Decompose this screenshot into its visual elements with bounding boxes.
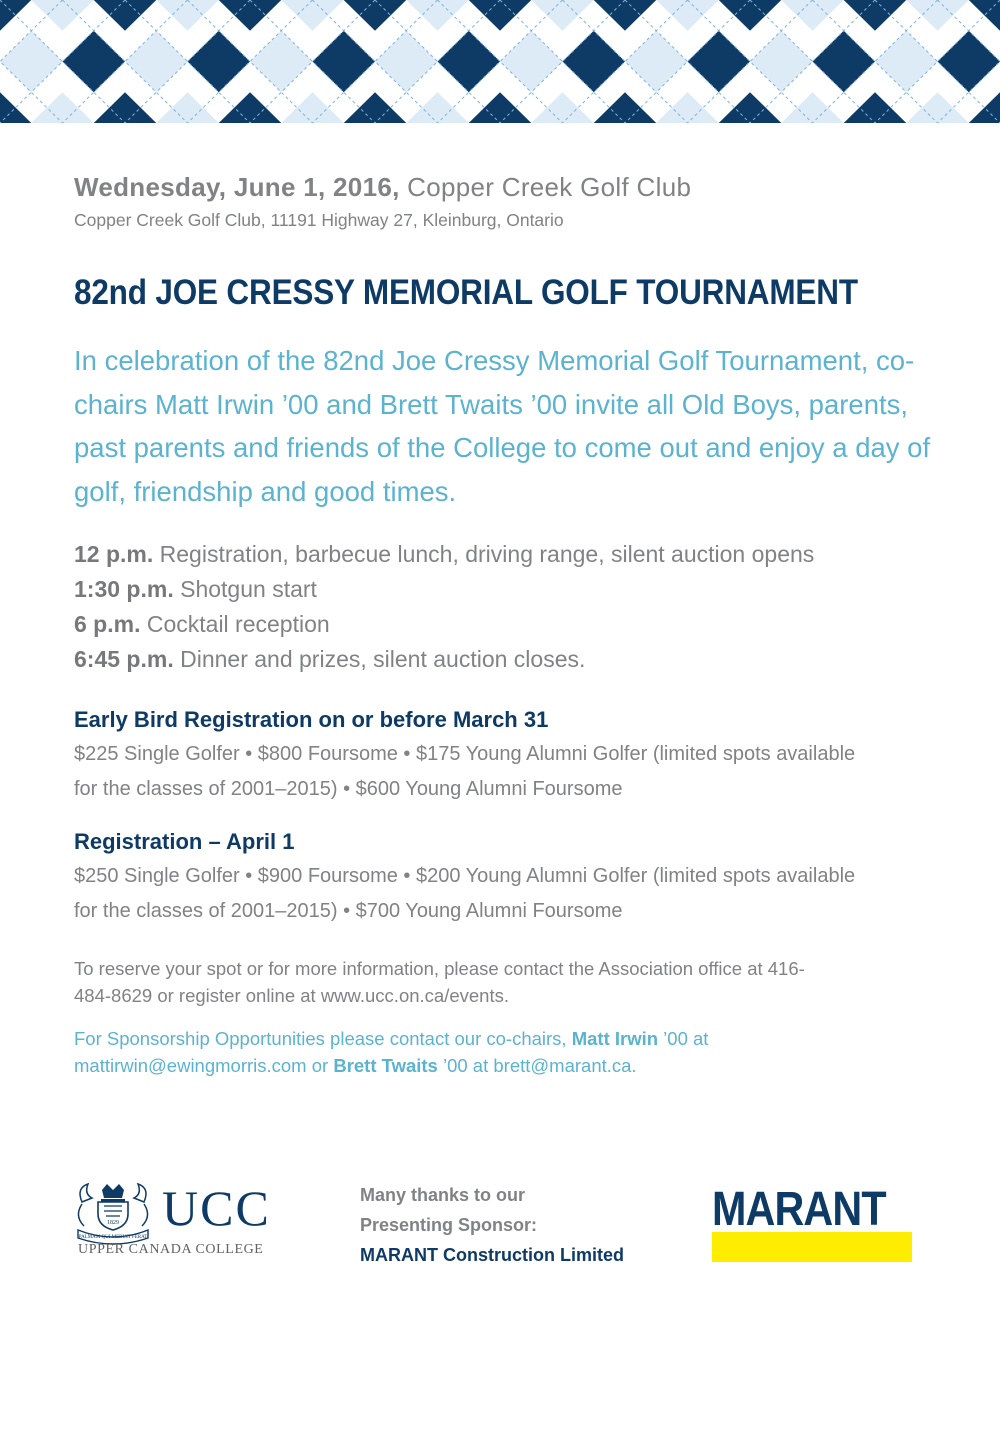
event-address: Copper Creek Golf Club, 11191 Highway 27, Kleinburg, Ontario xyxy=(74,210,564,230)
argyle-diamond xyxy=(156,0,219,31)
argyle-diamond xyxy=(500,31,563,93)
argyle-diamond xyxy=(563,31,626,93)
argyle-diamond xyxy=(125,31,188,93)
schedule-list xyxy=(74,537,954,677)
argyle-pattern xyxy=(0,0,1000,123)
intro-paragraph: In celebration of the 82nd Joe Cressy Memorial Golf Tournament, co-chairs Matt Irwin ’00 and Brett Twaits ’00 invite all Old Boys, parents, past parents and friends of the College to come out and enjoy a day of golf, friendship and good times. xyxy=(74,345,931,507)
argyle-diamond xyxy=(406,92,469,123)
argyle-diamond xyxy=(438,31,501,93)
invitation-body xyxy=(74,170,954,1079)
svg-text:PALMAM QUI MERUIT FERAT: PALMAM QUI MERUIT FERAT xyxy=(78,1235,148,1240)
argyle-diamond xyxy=(781,92,844,123)
argyle-diamond xyxy=(281,92,344,123)
event-date: Wednesday, June 1, 2016, xyxy=(74,172,400,202)
argyle-diamond xyxy=(813,31,876,93)
argyle-diamond xyxy=(531,0,594,31)
marant-logo xyxy=(712,1184,912,1264)
marant-logo-bar xyxy=(712,1232,912,1262)
footer xyxy=(0,1170,1000,1280)
argyle-diamond xyxy=(31,0,94,31)
argyle-diamond xyxy=(875,31,938,93)
co-chair-name: Matt Irwin xyxy=(571,1028,659,1049)
marant-logo-text: MARANT xyxy=(712,1183,886,1236)
top-argyle-border xyxy=(0,0,1000,123)
argyle-diamond xyxy=(375,31,438,93)
early-bird-heading: Early Bird Registration on or before March 31 xyxy=(74,707,549,732)
argyle-diamond xyxy=(281,0,344,31)
argyle-diamond xyxy=(656,0,719,31)
ucc-full-name: UPPER CANADA COLLEGE xyxy=(78,1242,264,1257)
argyle-diamond xyxy=(906,92,969,123)
argyle-diamond xyxy=(250,31,313,93)
argyle-diamond xyxy=(688,31,751,93)
argyle-diamond xyxy=(656,92,719,123)
schedule-item: 6 p.m. Cocktail reception xyxy=(74,611,330,637)
argyle-diamond xyxy=(469,0,532,31)
argyle-diamond xyxy=(844,0,907,31)
argyle-diamond xyxy=(0,31,63,93)
argyle-diamond xyxy=(531,92,594,123)
argyle-diamond xyxy=(906,0,969,31)
ucc-logo xyxy=(74,1176,294,1266)
argyle-diamond xyxy=(219,92,282,123)
argyle-diamond xyxy=(719,92,782,123)
argyle-diamond xyxy=(844,92,907,123)
argyle-diamond xyxy=(344,92,407,123)
ucc-wordmark: UCC xyxy=(162,1180,271,1236)
argyle-diamond xyxy=(188,31,251,93)
argyle-diamond xyxy=(719,0,782,31)
tournament-title: 82nd JOE CRESSY MEMORIAL GOLF TOURNAMENT xyxy=(74,273,858,312)
argyle-diamond xyxy=(938,31,1000,93)
argyle-diamond xyxy=(469,92,532,123)
early-bird-prices: $225 Single Golfer • $800 Foursome • $175 Young Alumni Golfer (limited spots available for the classes of 2001–2015) • $600 Young Alumni Foursome xyxy=(74,743,856,800)
argyle-diamond xyxy=(594,0,657,31)
schedule-item: 6:45 p.m. Dinner and prizes, silent auction closes. xyxy=(74,646,586,672)
argyle-diamond xyxy=(156,92,219,123)
argyle-diamond xyxy=(625,31,688,93)
contact-info: To reserve your spot or for more information, please contact the Association office at 416-484-8629 or register online at www.ucc.on.ca/events. xyxy=(74,958,805,1006)
schedule-item: 1:30 p.m. Shotgun start xyxy=(74,576,317,602)
schedule-item: 12 p.m. Registration, barbecue lunch, driving range, silent auction opens xyxy=(74,541,815,567)
crest-icon xyxy=(74,1180,152,1246)
event-venue: Copper Creek Golf Club xyxy=(407,172,692,202)
argyle-diamond xyxy=(750,31,813,93)
argyle-diamond xyxy=(594,92,657,123)
argyle-diamond xyxy=(406,0,469,31)
argyle-diamond xyxy=(219,0,282,31)
argyle-diamond xyxy=(94,92,157,123)
registration-heading: Registration – April 1 xyxy=(74,829,295,854)
svg-text:1829: 1829 xyxy=(107,1220,119,1226)
sponsorship-info: For Sponsorship Opportunities please contact our co-chairs, Matt Irwin ’00 at mattirwin@ewingmorris.com or Brett Twaits ’00 at brett@marant.ca. xyxy=(74,1028,709,1076)
event-date-venue xyxy=(74,170,954,204)
argyle-diamond xyxy=(63,31,126,93)
sponsor-thanks: Many thanks to our Presenting Sponsor: MARANT Construction Limited xyxy=(360,1180,624,1270)
sponsor-name: MARANT Construction Limited xyxy=(360,1245,624,1265)
argyle-diamond xyxy=(781,0,844,31)
co-chair-name: Brett Twaits xyxy=(333,1055,438,1076)
argyle-diamond xyxy=(31,92,94,123)
argyle-diamond xyxy=(344,0,407,31)
registration-prices: $250 Single Golfer • $900 Foursome • $200 Young Alumni Golfer (limited spots available for the classes of 2001–2015) • $700 Young Alumni Foursome xyxy=(74,865,856,922)
argyle-diamond xyxy=(313,31,376,93)
argyle-diamond xyxy=(94,0,157,31)
